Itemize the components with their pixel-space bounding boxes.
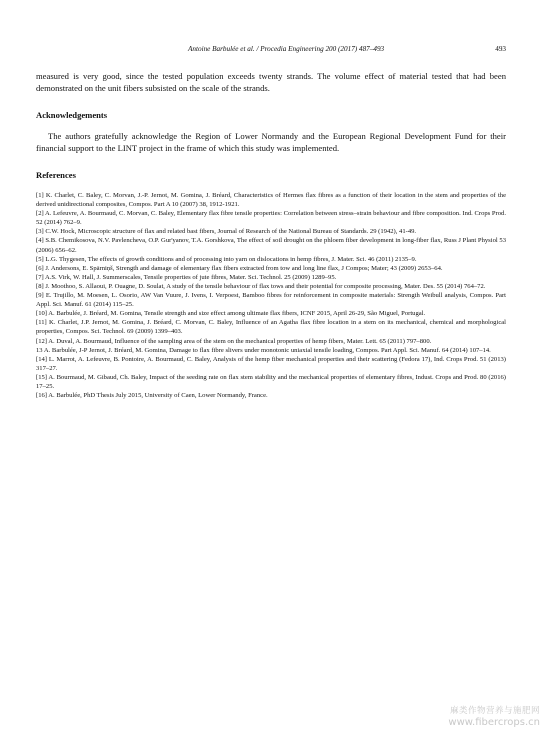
reference-item: [7] A.S. Virk, W. Hall, J. Summerscales, Tensile properties of jute fibres, Mater. Sci. Technol. 25 (2009) 1289–95. [36, 273, 337, 281]
reference-list [36, 191, 506, 400]
reference-item: [6] J. Andersons, E. Spārniņš, Strength and damage of elementary flax fibers extracted from tow and long line flax, J Compos; Mater; 43 (2009) 2653–64. [36, 264, 443, 272]
reference-item: [4] S.B. Chemikosova, N.V. Pavlencheva, O.P. Gur'yanov, T.A. Gorshkova, The effect of soil drought on the phloem fiber development in long-fiber flax, Russ J Plant Physiol 53 (2006) 656–62. [36, 237, 506, 254]
reference-item: [5] L.G. Thygesen, The effects of growth conditions and of processing into yarn on dislocations in hemp fibres, J. Mater. Sci. 46 (2011) 2135–9. [36, 255, 417, 263]
reference-item: [12] A. Duval, A. Bourmaud, Influence of the sampling area of the stem on the mechanical properties of hemp fibers, Mater. Lett. 65 (2011) 797–800. [36, 337, 432, 345]
reference-item: [8] J. Moothoo, S. Allaoui, P. Ouagne, D. Soulat, A study of the tensile behaviour of flax tows and their potential for composite processing, Mater. Des. 55 (2014) 764–72. [36, 282, 486, 290]
reference-item: [10] A. Barbulée, J. Bréard, M. Gomina, Tensile strength and size effect among ultimate flax fibers, ICNF 2015, April 26-29, São Miguel, Portugal. [36, 310, 426, 318]
reference-item: [11] K. Charlet, J.P. Jernot, M. Gomina, J. Bréard, C. Morvan, C. Baley, Influence of an Agatha flax fibre location in a stem on its mechanical, chemical and morphological properties, Compos. Sci. Technol. 69 (2009) 1399–403. [36, 319, 506, 336]
watermark-url: www.fibercrops.cn [448, 717, 540, 728]
references-heading: References [36, 170, 76, 180]
running-header [36, 44, 506, 56]
reference-item: [1] K. Charlet, C. Baley, C. Morvan, J.-P. Jernot, M. Gomina, J. Bréard, Characteristics of Hermes flax fibres as a function of their location in the stem and properties of the derived unidirectional composites, Compos. Part A 10 (2007) 38, 1912-1921. [36, 192, 506, 209]
reference-item: [15] A. Bourmaud, M. Gibaud, Ch. Baley, Impact of the seeding rate on flax stem stability and the mechanical properties of elementary fibres, Indust. Crops and Prod. 80 (2016) 17–25. [36, 373, 506, 390]
site-watermark [430, 706, 540, 728]
page-number: 493 [495, 45, 506, 53]
reference-item: [16] A. Barbulée, PhD Thesis July 2015, University of Caen, Lower Normandy, France. [36, 392, 268, 400]
reference-item: [9] E. Trujillo, M. Moesen, L. Osorio, AW Van Vuure, J. Ivens, I. Verpoest, Bamboo fibres for reinforcement in composite materials: Strength Weibull analysis, Compos. Part Appl. Sci. Manuf. 61 (2014) 115–25. [36, 292, 506, 309]
reference-item: [3] C.W. Hock, Microscopic structure of flax and related bast fibers, Journal of Research of the National Bureau of Standards. 29 (1942), 41-49. [36, 228, 417, 236]
reference-item: [2] A. Lefeuvre, A. Bourmaud, C. Morvan, C. Baley, Elementary flax fibre tensile properties: Correlation between stress–strain behaviour and fibre composition. Ind. Crops Prod. 52 (2014) 762–9. [36, 210, 506, 227]
reference-item: [14] L. Marrot, A. Lefeuvre, B. Pontoire, A. Bourmaud, C. Baley, Analysis of the hemp fiber mechanical properties and their scattering (Fedora 17), Ind. Crops Prod. 51 (2013) 317–27. [36, 355, 506, 372]
reference-item: 13 A. Barbulée, J-P Jernot, J. Bréard, M. Gomina, Damage to flax fibre slivers under monotonic uniaxial tensile loading, Compos. Part Appl. Sci. Manuf. 64 (2014) 107–14. [36, 346, 491, 354]
acknowledgements-heading: Acknowledgements [36, 110, 108, 120]
watermark-chinese: 麻类作物营养与施肥网 [449, 706, 540, 716]
journal-citation: Antoine Barbulée et al. / Procedia Engineering 200 (2017) 487–493 [188, 45, 385, 53]
acknowledgements-text: The authors gratefully acknowledge the Region of Lower Normandy and the European Regional Development Fund for their financial support to the LINT project in the frame of which this study was implemented. [36, 131, 506, 154]
intro-paragraph: measured is very good, since the tested population exceeds twenty strands. The volume effect of material tested that had been demonstrated on the unit fibers subsisted on the scale of the strands. [36, 71, 506, 94]
